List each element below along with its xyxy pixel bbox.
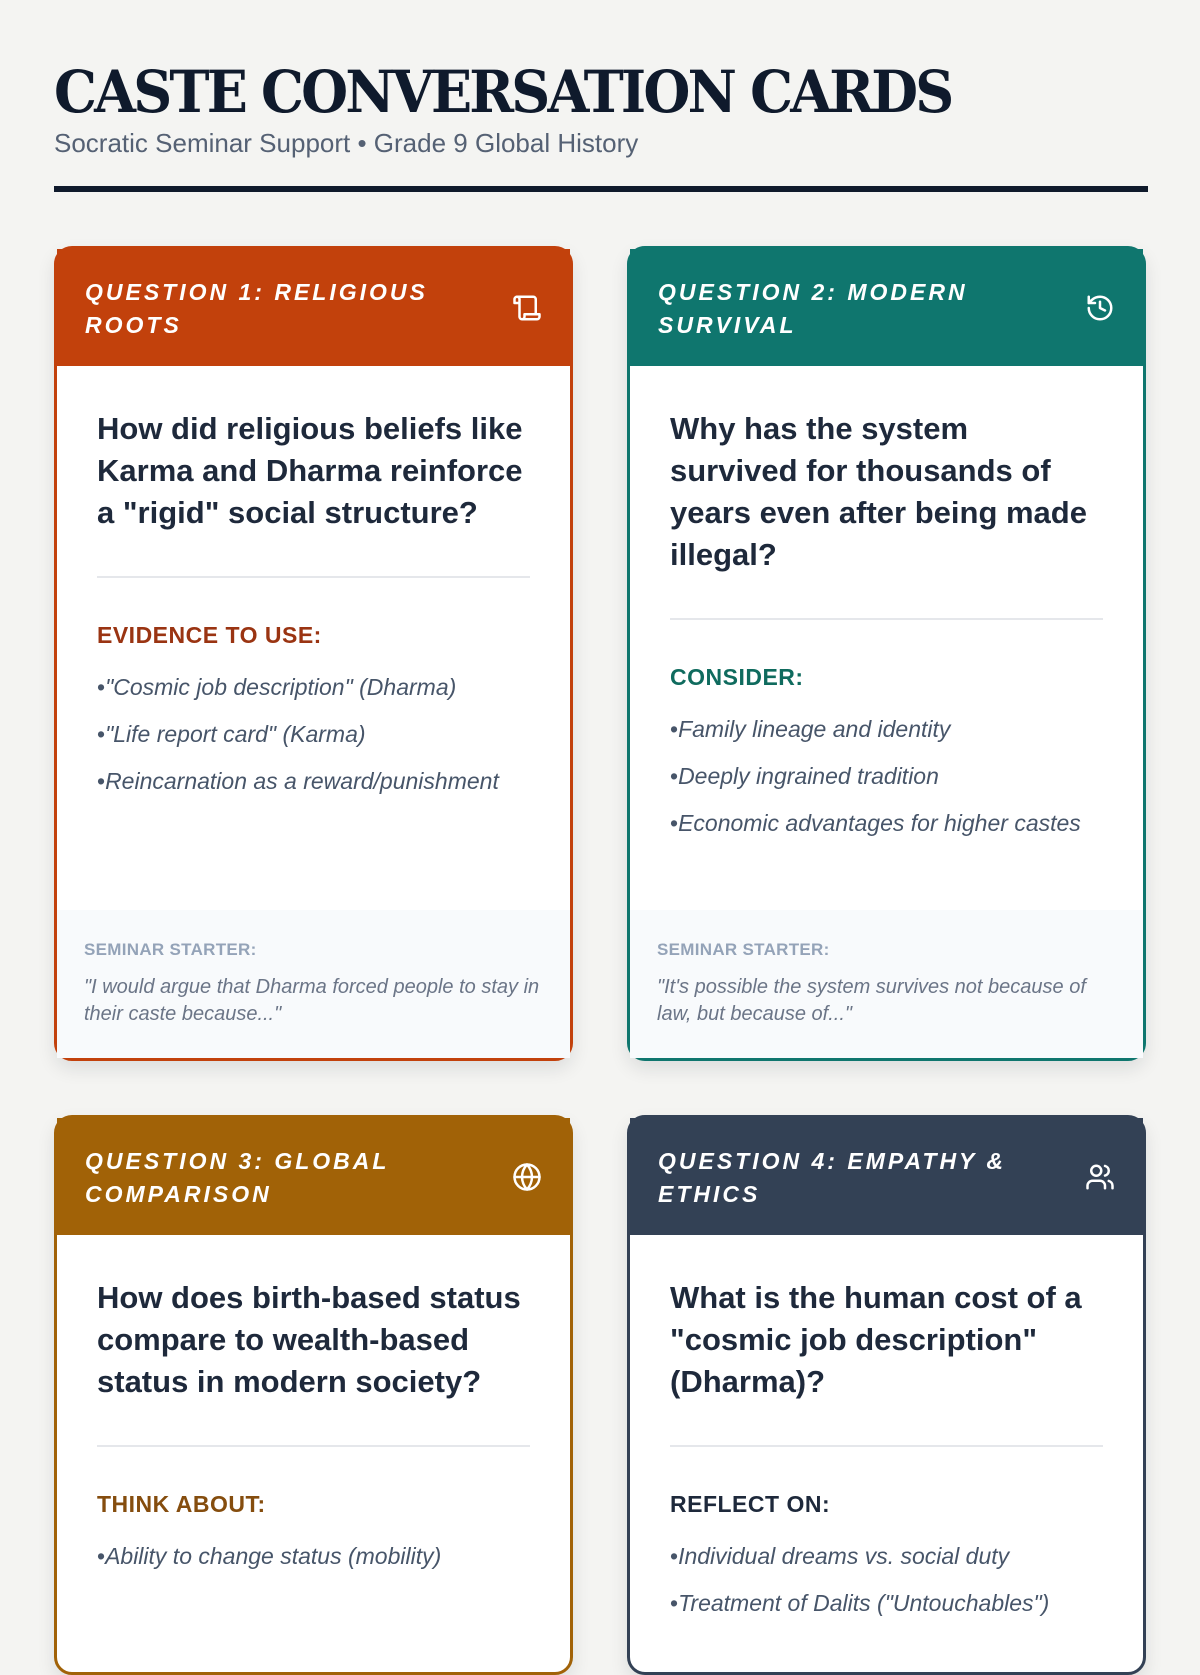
- bullet-item: • Deeply ingrained tradition: [670, 760, 1103, 793]
- divider: [670, 1445, 1103, 1447]
- section-title: THINK ABOUT:: [97, 1491, 266, 1517]
- bullet-item: • Ability to change status (mobility): [97, 1540, 530, 1573]
- question-card-4: [627, 1115, 1146, 1675]
- bullet-item: • "Life report card" (Karma): [97, 718, 530, 751]
- question-text: What is the human cost of a "cosmic job description" (Dharma)?: [670, 1280, 1082, 1399]
- header-divider: [54, 186, 1148, 192]
- question-text: How did religious beliefs like Karma and Dharma reinforce a "rigid" social structure?: [97, 411, 523, 530]
- bullet-item: • "Cosmic job description" (Dharma): [97, 671, 530, 704]
- history-icon: [1085, 293, 1115, 323]
- question-card-2: [627, 246, 1146, 1061]
- card-header: [57, 249, 570, 366]
- starter-text: "It's possible the system survives not because of law, but because of...": [657, 976, 1086, 1025]
- seminar-starter: [57, 910, 570, 1058]
- section-title: CONSIDER:: [670, 664, 804, 690]
- question-card-3: [54, 1115, 573, 1675]
- question-card-1: [54, 246, 573, 1061]
- card-label: QUESTION 3: GLOBAL COMPARISON: [85, 1148, 390, 1207]
- divider: [97, 576, 530, 578]
- question-text: How does birth-based status compare to wealth-based status in modern society?: [97, 1280, 521, 1399]
- bullet-item: • Treatment of Dalits ("Untouchables"): [670, 1587, 1103, 1620]
- card-body: [57, 1235, 570, 1573]
- scroll-icon: [512, 293, 542, 323]
- page-subtitle: Socratic Seminar Support • Grade 9 Global History: [54, 128, 639, 158]
- bullet-list: [670, 1540, 1103, 1620]
- globe-icon: [512, 1162, 542, 1192]
- card-header: [57, 1118, 570, 1235]
- starter-text: "I would argue that Dharma forced people to stay in their caste because...": [84, 976, 540, 1025]
- page-title: CASTE CONVERSATION CARDS: [54, 58, 952, 126]
- section-title: EVIDENCE TO USE:: [97, 622, 322, 648]
- card-body: [630, 366, 1143, 840]
- bullet-list: [670, 713, 1103, 840]
- card-body: [630, 1235, 1143, 1620]
- card-header: [630, 1118, 1143, 1235]
- card-label: QUESTION 2: MODERN SURVIVAL: [658, 279, 968, 338]
- section-title: REFLECT ON:: [670, 1491, 831, 1517]
- question-text: Why has the system survived for thousands of years even after being made illegal?: [670, 411, 1087, 572]
- divider: [97, 1445, 530, 1447]
- page-header: [54, 58, 1148, 159]
- starter-title: SEMINAR STARTER:: [657, 940, 830, 959]
- bullet-item: • Individual dreams vs. social duty: [670, 1540, 1103, 1573]
- bullet-list: [97, 1540, 530, 1573]
- divider: [670, 618, 1103, 620]
- starter-title: SEMINAR STARTER:: [84, 940, 257, 959]
- users-icon: [1085, 1162, 1115, 1192]
- card-body: [57, 366, 570, 798]
- bullet-list: [97, 671, 530, 798]
- seminar-starter: [630, 910, 1143, 1058]
- card-label: QUESTION 1: RELIGIOUS ROOTS: [85, 279, 428, 338]
- card-label: QUESTION 4: EMPATHY & ETHICS: [658, 1148, 1006, 1207]
- card-header: [630, 249, 1143, 366]
- bullet-item: • Economic advantages for higher castes: [670, 807, 1103, 840]
- bullet-item: • Family lineage and identity: [670, 713, 1103, 746]
- bullet-item: • Reincarnation as a reward/punishment: [97, 765, 530, 798]
